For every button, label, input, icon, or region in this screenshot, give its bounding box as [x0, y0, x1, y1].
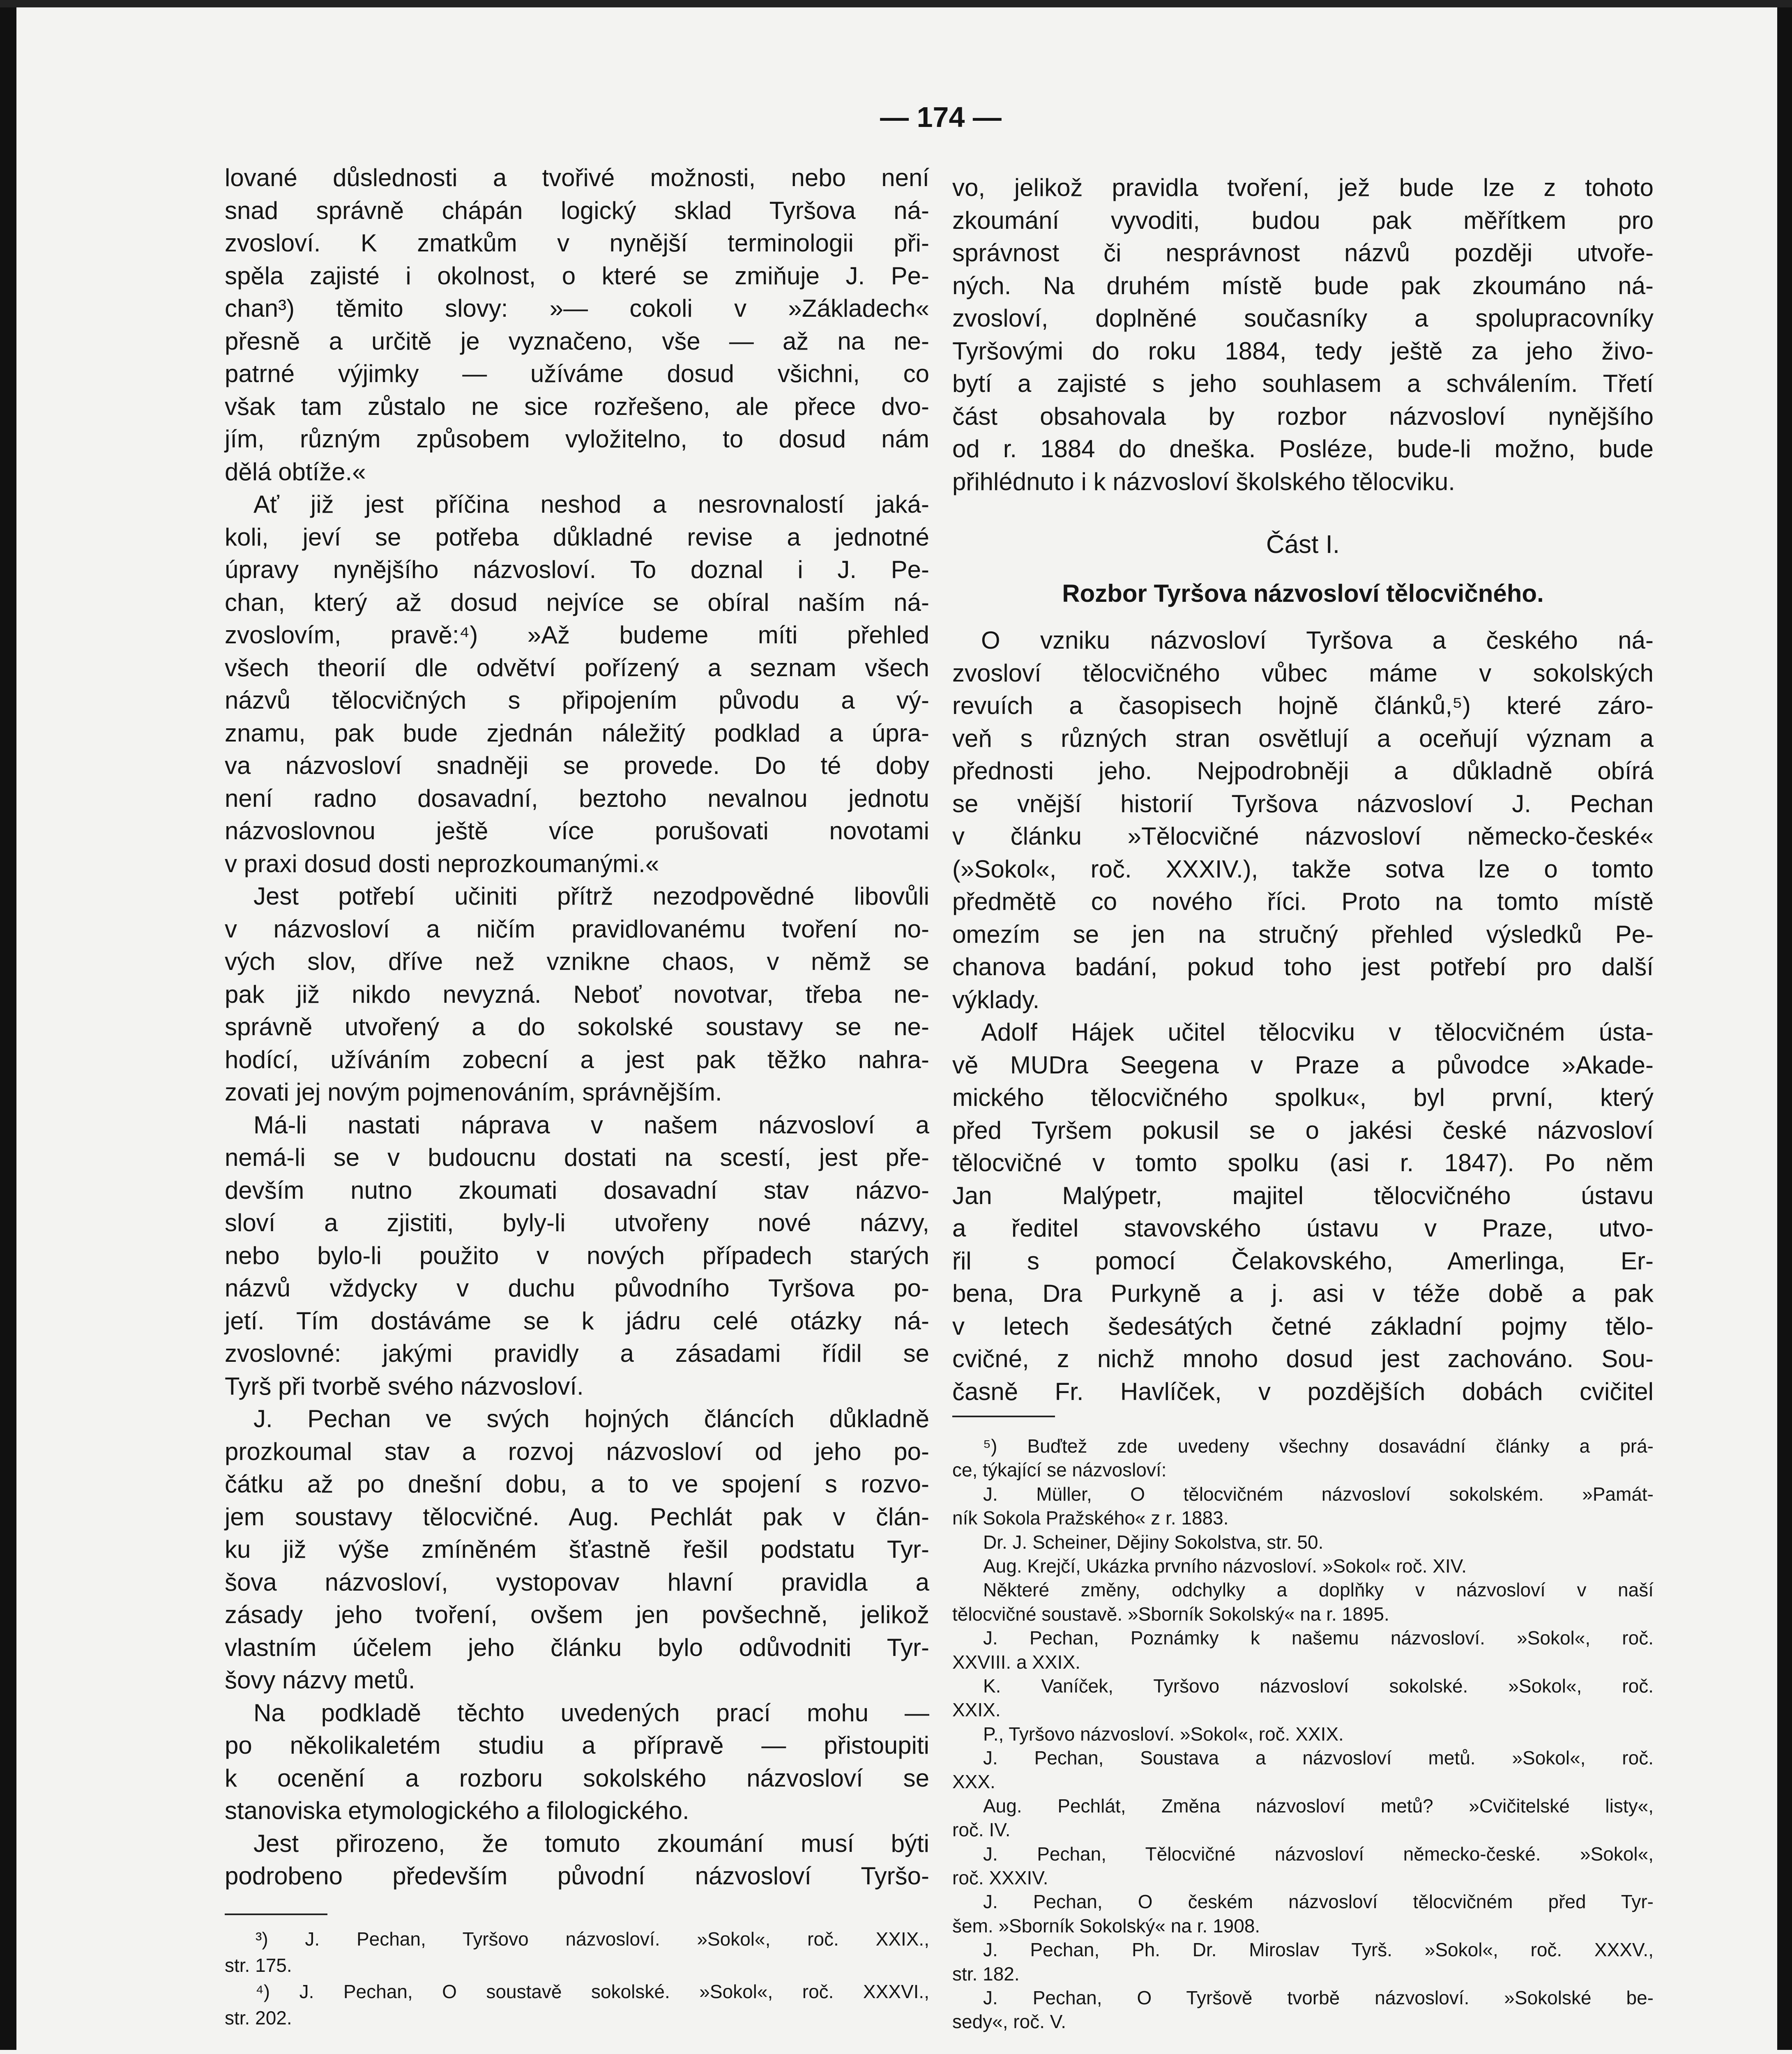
footnote: [952, 1434, 1654, 1482]
left-footnotes: [225, 1926, 929, 2031]
text-line: není radno dosavadní, beztoho nevalnou jednotu: [225, 784, 929, 812]
left-body-text: [225, 161, 929, 1893]
text-line: omezím se jen na stručný přehled výsledků Pe-: [952, 920, 1654, 948]
footnote: [952, 1626, 1654, 1674]
footnote-line: J. Pechan, Poznámky k našemu názvosloví. »Sokol«, roč.: [983, 1627, 1654, 1649]
footnote-line: Aug. Krejčí, Ukázka prvního názvosloví. »Sokol« roč. XIV.: [983, 1555, 1467, 1577]
text-line: Tyršovými do roku 1884, tedy ještě za jeho živo-: [952, 337, 1654, 365]
text-line: se vnější historií Tyršova názvosloví J. Pechan: [952, 790, 1654, 817]
text-line: chan³) těmito slovy: »— cokoli v »Základech«: [225, 295, 929, 322]
footnote-line: str. 202.: [225, 2007, 292, 2029]
text-line: Adolf Hájek učitel tělocviku v tělocvičném ústa-: [981, 1018, 1654, 1046]
text-line: v praxi dosud dosti neprozkoumanými.«: [225, 850, 659, 877]
text-line: v názvosloví a ničím pravidlovanému tvoření no-: [225, 915, 929, 943]
text-line: jím, různým způsobem vyložitelno, to dosud nám: [225, 425, 929, 453]
footnote: [952, 1842, 1654, 1890]
text-line: Jest přirozeno, že tomuto zkoumání musí býti: [253, 1829, 929, 1857]
section-heading: Rozbor Tyršova názvosloví tělocvičného.: [1062, 580, 1544, 607]
footnote-line: J. Pechan, O českém názvosloví tělocvičném před Tyr-: [983, 1891, 1654, 1913]
text-line: patrné výjimky — užíváme dosud všichni, co: [225, 360, 929, 387]
text-line: úpravy nynějšího názvosloví. To doznal i J. Pe-: [225, 556, 929, 583]
text-line: zásady jeho tvoření, ovšem jen povšechně, jelikož: [225, 1601, 929, 1628]
text-line: tělocvičné v tomto spolku (asi r. 1847). Po něm: [952, 1149, 1654, 1177]
paragraph: [952, 1016, 1654, 1408]
text-line: v článku »Tělocvičné názvosloví německo-české«: [952, 822, 1654, 850]
text-line: stanoviska etymologického a filologického.: [225, 1797, 689, 1824]
footnote-line: XXX.: [952, 1771, 995, 1793]
footnote-line: tělocvičné soustavě. »Sborník Sokolský« na r. 1895.: [952, 1603, 1389, 1625]
right-footnotes: [952, 1434, 1654, 2034]
text-line: nemá-li se v budoucnu dostati na scestí, jest pře-: [225, 1144, 929, 1171]
paragraph: [225, 1402, 929, 1697]
paragraph: [225, 880, 929, 1109]
text-line: Jan Malýpetr, majitel tělocvičného ústavu: [952, 1181, 1654, 1209]
text-line: vých slov, dříve než vznikne chaos, v němž se: [225, 948, 929, 975]
text-line: správnost či nesprávnost názvů později utvoře-: [952, 239, 1654, 267]
text-line: prozkoumal stav a rozvoj názvosloví od jeho po-: [225, 1437, 929, 1465]
text-line: a ředitel stavovského ústavu v Praze, utvo-: [952, 1214, 1654, 1242]
text-line: všech theorií dle odvětví pořízený a seznam všech: [225, 654, 929, 682]
text-line: podrobeno především původní názvosloví Tyršo-: [225, 1862, 929, 1890]
right-body-text: [952, 624, 1654, 1408]
text-line: bena, Dra Purkyně a j. asi v téže době a pak: [952, 1280, 1654, 1307]
text-line: snad správně chápán logický sklad Tyršova ná-: [225, 196, 929, 224]
text-line: čátku až po dnešní dobu, a to ve spojení s rozvo-: [225, 1470, 929, 1498]
text-line: chan, který až dosud nejvíce se obíral naším ná-: [225, 588, 929, 616]
text-line: sloví a zjistiti, byly-li utvořeny nové názvy,: [225, 1209, 929, 1237]
text-line: přesně a určitě je vyznačeno, vše — až na ne-: [225, 327, 929, 355]
text-line: výklady.: [952, 986, 1040, 1013]
text-line: zvoslovím, pravě:⁴) »Až budeme míti přehled: [225, 621, 929, 649]
footnote: [952, 1794, 1654, 1842]
text-line: část obsahovala by rozbor názvosloví nynějšího: [952, 402, 1654, 430]
text-line: po několikaletém studiu a přípravě — přistoupiti: [225, 1732, 929, 1759]
text-line: cvičné, z nichž mnoho dosud jest zachováno. Sou-: [952, 1345, 1654, 1372]
part-heading: Část I.: [1266, 530, 1340, 559]
right-body-text-top: [952, 171, 1654, 498]
text-line: bytí a zajisté s jeho souhlasem a schválením. Třetí: [952, 370, 1654, 397]
footnote-line: XXVIII. a XXIX.: [952, 1651, 1080, 1673]
footnote-line: šem. »Sborník Sokolský« na r. 1908.: [952, 1915, 1260, 1937]
footnote-line: ce, týkající se názvosloví:: [952, 1459, 1167, 1481]
footnote-line: Dr. J. Scheiner, Dějiny Sokolstva, str. 50.: [983, 1531, 1324, 1553]
text-line: přednosti jeho. Nejpodrobněji a důkladně obírá: [952, 757, 1654, 785]
paragraph: [225, 161, 929, 488]
footnote-line: roč. IV.: [952, 1819, 1011, 1841]
footnote-line: J. Pechan, Tělocvičné názvosloví německo-české. »Sokol«,: [983, 1843, 1654, 1865]
text-line: pak již nikdo nevyzná. Neboť novotvar, třeba ne-: [225, 980, 929, 1008]
text-line: šova názvosloví, vystopovav hlavní pravidla a: [225, 1568, 929, 1596]
footnote-line: ⁵) Buďtež zde uvedeny všechny dosavádní články a prá-: [983, 1435, 1654, 1457]
footnote-line: XXIX.: [952, 1699, 1001, 1721]
paragraph: [952, 171, 1654, 498]
text-line: nebo bylo-li použito v nových případech starých: [225, 1241, 929, 1269]
text-line: vo, jelikož pravidla tvoření, jež bude lze z tohoto: [952, 174, 1654, 201]
text-line: devším nutno zkoumati dosavadní stav názvo-: [225, 1176, 929, 1204]
footnote: [952, 1530, 1654, 1554]
footnote: [952, 1722, 1654, 1746]
text-line: šovy názvy metů.: [225, 1666, 415, 1694]
text-line: zkoumání vyvoditi, budou pak měřítkem pro: [952, 206, 1654, 234]
footnote-line: ⁴) J. Pechan, O soustavě sokolské. »Sokol«, roč. XXXVI.,: [256, 1981, 929, 2002]
footnote-line: str. 175.: [225, 1955, 292, 1976]
footnote-line: str. 182.: [952, 1963, 1020, 1985]
footnote-line: J. Pechan, Soustava a názvosloví metů. »Sokol«, roč.: [983, 1747, 1654, 1769]
text-line: Jest potřebí učiniti přítrž nezodpovědné libovůli: [253, 882, 929, 910]
text-line: v letech šedesátých četné základní pojmy tělo-: [952, 1312, 1654, 1340]
text-line: zvosloví, doplněné současníky a spolupracovníky: [952, 304, 1654, 332]
footnote: [952, 1554, 1654, 1578]
scan-border-left: [0, 0, 16, 2050]
text-line: mického tělocvičného spolku«, byl první, který: [952, 1084, 1654, 1111]
paragraph: [952, 624, 1654, 1016]
footnote: [225, 1978, 929, 2031]
footnote-line: J. Pechan, Ph. Dr. Miroslav Tyrš. »Sokol«, roč. XXXV.,: [983, 1939, 1654, 1961]
text-line: správně utvořený a do sokolské soustavy se ne-: [225, 1013, 929, 1041]
text-line: vě MUDra Seegena v Praze a původce »Akade-: [952, 1051, 1654, 1079]
text-line: Na podkladě těchto uvedených prací mohu —: [253, 1699, 929, 1727]
footnote: [952, 1674, 1654, 1722]
text-line: vlastním účelem jeho článku bylo odůvodniti Tyr-: [225, 1633, 929, 1661]
footnote-line: P., Tyršovo názvosloví. »Sokol«, roč. XXIX.: [983, 1723, 1344, 1745]
footnote-line: ³) J. Pechan, Tyršovo názvosloví. »Sokol«, roč. XXIX.,: [256, 1928, 929, 1950]
scan-border-right: [1777, 0, 1792, 2050]
text-line: k ocenění a rozboru sokolského názvosloví se: [225, 1764, 929, 1792]
text-line: ku již výše zmíněném šťastně řešil podstatu Tyr-: [225, 1536, 929, 1563]
footnote: [952, 1938, 1654, 1986]
text-line: řil s pomocí Čelakovského, Amerlinga, Er-: [952, 1247, 1654, 1275]
footnote: [952, 1578, 1654, 1626]
text-line: časně Fr. Havlíček, v pozdějších dobách cvičitel: [952, 1377, 1654, 1405]
text-line: jetí. Tím dostáváme se k jádru celé otázky ná-: [225, 1307, 929, 1335]
text-line: lované důslednosti a tvořivé možnosti, nebo není: [225, 164, 929, 191]
text-line: (»Sokol«, roč. XXXIV.), takže sotva lze o tomto: [952, 855, 1654, 883]
text-line: ných. Na druhém místě bude pak zkoumáno ná-: [952, 272, 1654, 299]
text-line: va názvosloví snadněji se provede. Do té doby: [225, 752, 929, 779]
paragraph: [225, 488, 929, 880]
text-line: názvů tělocvičných s připojením původu a vý-: [225, 686, 929, 714]
text-line: jem soustavy tělocvičné. Aug. Pechlát pak v člán-: [225, 1503, 929, 1531]
text-line: zovati jej novým pojmenováním, správnějším.: [225, 1078, 722, 1106]
text-line: spěla zajisté i okolnost, o které se zmiňuje J. Pe-: [225, 262, 929, 290]
text-line: revuích a časopisech hojně článků,⁵) které záro-: [952, 692, 1654, 719]
paragraph: [225, 1109, 929, 1403]
text-line: J. Pechan ve svých hojných článcích důkladně: [253, 1405, 929, 1432]
footnote: [952, 1482, 1654, 1530]
footnote: [952, 1746, 1654, 1794]
footnote: [952, 1890, 1654, 1938]
footnote-divider: [952, 1416, 1055, 1417]
text-line: zvoslovné: jakými pravidly a zásadami řídil se: [225, 1340, 929, 1367]
text-line: od r. 1884 do dneška. Posléze, bude-li možno, bude: [952, 435, 1654, 463]
footnote-line: sedy«, roč. V.: [952, 2011, 1066, 2033]
text-line: Má-li nastati náprava v našem názvosloví a: [253, 1111, 929, 1139]
footnote-line: roč. XXXIV.: [952, 1867, 1048, 1889]
text-line: předmětě co nového říci. Proto na tomto místě: [952, 888, 1654, 915]
text-line: názvoslovnou ještě více porušovati novotami: [225, 817, 929, 845]
text-line: zvosloví. K zmatkům v nynější terminologii při-: [225, 229, 929, 257]
text-line: však tam zůstalo ne sice rozřešeno, ale přece dvo-: [225, 392, 929, 420]
text-line: O vzniku názvosloví Tyršova a českého ná-: [981, 626, 1654, 654]
text-line: před Tyršem pokusil se o jakési české názvosloví: [952, 1116, 1654, 1144]
footnote: [225, 1926, 929, 1978]
text-line: koli, jeví se potřeba důkladné revise a jednotné: [225, 523, 929, 551]
text-line: Ať již jest příčina neshod a nesrovnalostí jaká-: [253, 490, 929, 518]
paragraph: [225, 1697, 929, 1827]
footnote-line: Některé změny, odchylky a doplňky v názvosloví v naší: [983, 1579, 1654, 1601]
text-line: veň s různých stran osvětlují a oceňují význam a: [952, 724, 1654, 752]
text-line: znamu, pak bude zjednán náležitý podklad a úpra-: [225, 719, 929, 747]
text-line: Tyrš při tvorbě svého názvosloví.: [225, 1372, 584, 1400]
text-line: dělá obtíže.«: [225, 458, 366, 486]
footnote-line: ník Sokola Pražského« z r. 1883.: [952, 1507, 1229, 1529]
scan-border-top: [0, 0, 1792, 7]
text-line: názvů vždycky v duchu původního Tyršova po-: [225, 1274, 929, 1302]
text-line: přihlédnuto i k názvosloví školského tělocviku.: [952, 467, 1455, 495]
page-number: — 174 —: [880, 101, 1002, 133]
footnote-line: J. Müller, O tělocvičném názvosloví sokolském. »Památ-: [983, 1483, 1654, 1505]
text-line: zvosloví tělocvičného vůbec máme v sokolských: [952, 659, 1654, 687]
footnote-divider: [225, 1914, 327, 1915]
text-line: chanova badání, pokud toho jest potřebí pro další: [952, 953, 1654, 981]
footnote: [952, 1986, 1654, 2034]
paragraph: [225, 1827, 929, 1893]
footnote-line: K. Vaníček, Tyršovo názvosloví sokolské. »Sokol«, roč.: [983, 1675, 1654, 1697]
text-line: hodící, užíváním zobecní a jest pak těžko nahra-: [225, 1045, 929, 1073]
footnote-line: Aug. Pechlát, Změna názvosloví metů? »Cvičitelské listy«,: [983, 1795, 1654, 1817]
footnote-line: J. Pechan, O Tyršově tvorbě názvosloví. »Sokolské be-: [983, 1987, 1654, 2008]
